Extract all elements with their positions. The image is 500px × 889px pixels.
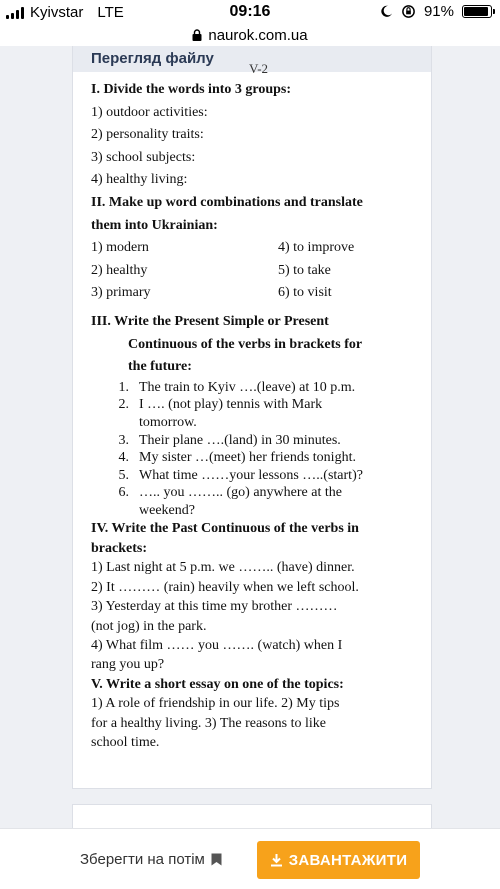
s1-item: 2) personality traits:	[91, 127, 204, 143]
section-5-title: V. Write a short essay on one of the topics:	[91, 676, 344, 692]
list-text: The train to Kyiv ….(leave) at 10 p.m.	[139, 379, 356, 395]
status-time: 09:16	[229, 3, 271, 20]
download-icon	[270, 853, 283, 867]
variant-label: V-2	[249, 61, 269, 76]
s4-line: rang you up?	[91, 657, 165, 673]
list-item	[91, 432, 431, 450]
list-text: I …. (not play) tennis with Mark tomorrow.	[139, 397, 323, 430]
s2-row	[91, 260, 431, 283]
download-label: ЗАВАНТАЖИТИ	[288, 851, 408, 869]
list-text: What time ……your lessons …..(start)?	[139, 467, 363, 483]
status-bar	[0, 0, 500, 24]
s4-line: 2) It ……… (rain) heavily when we left school.	[91, 579, 359, 595]
section-3-title: III. Write the Present Simple or Present	[91, 313, 329, 329]
s5-line: 1) A role of friendship in our life. 2) My tips	[91, 696, 340, 712]
carrier-name: Kyivstar	[30, 4, 84, 21]
section-3-title-cont: the future:	[128, 359, 192, 375]
bottom-action-bar	[0, 828, 500, 889]
s2-word: 3) primary	[91, 285, 151, 301]
s2-word: 5) to take	[278, 262, 331, 278]
s2-word: 6) to visit	[278, 285, 332, 301]
s2-row	[91, 282, 431, 305]
rotation-lock-icon	[401, 4, 416, 19]
list-number: 3.	[118, 432, 129, 448]
list-number: 5.	[118, 467, 129, 483]
list-item	[91, 467, 431, 485]
lock-icon	[192, 29, 202, 41]
section-2-title-cont: them into Ukrainian:	[91, 217, 218, 233]
list-item	[91, 379, 431, 397]
url-domain: naurok.com.ua	[208, 26, 308, 44]
document-preview-card	[72, 46, 432, 789]
save-for-later-button[interactable]	[80, 851, 222, 868]
document-body	[73, 61, 431, 752]
moon-icon	[380, 5, 393, 18]
s2-word: 1) modern	[91, 240, 149, 256]
s5-line: for a healthy living. 3) The reasons to like	[91, 715, 326, 731]
s1-item: 3) school subjects:	[91, 149, 196, 165]
download-button[interactable]	[257, 841, 420, 879]
section-4-title: IV. Write the Past Continuous of the verbs in	[91, 521, 359, 537]
section-1-title: I. Divide the words into 3 groups:	[91, 82, 292, 97]
s1-item: 4) healthy living:	[91, 172, 188, 188]
s4-line: 4) What film …… you ……. (watch) when I	[91, 637, 343, 653]
bookmark-icon	[211, 853, 222, 866]
list-item	[91, 484, 431, 519]
list-number: 4.	[118, 450, 129, 466]
list-item	[91, 449, 431, 467]
save-for-later-label: Зберегти на потім	[80, 851, 205, 868]
section-4-title-cont: brackets:	[91, 540, 147, 556]
s4-line: 3) Yesterday at this time my brother ………	[91, 599, 338, 615]
battery-icon	[462, 5, 492, 18]
section-2-title: II. Make up word combinations and translate	[91, 194, 363, 210]
card-title: Перегляд файлу	[73, 46, 431, 72]
list-number: 6.	[118, 485, 129, 501]
s2-row	[91, 237, 431, 260]
s5-line: school time.	[91, 734, 160, 750]
list-text: Their plane ….(land) in 30 minutes.	[139, 432, 341, 448]
status-right	[380, 3, 492, 20]
s2-word: 4) to improve	[278, 240, 355, 256]
s3-list	[91, 379, 431, 520]
s2-word: 2) healthy	[91, 262, 148, 278]
section-3-title-cont: Continuous of the verbs in brackets for	[128, 336, 363, 352]
list-item	[91, 396, 431, 431]
network-type: LTE	[97, 4, 124, 21]
battery-percent: 91%	[423, 3, 454, 20]
list-number: 2.	[118, 397, 129, 413]
s4-line: (not jog) in the park.	[91, 618, 207, 634]
list-number: 1.	[118, 379, 129, 395]
url-bar[interactable]	[0, 24, 500, 46]
list-text: ….. you …….. (go) anywhere at the weekend?	[139, 485, 342, 518]
list-text: My sister …(meet) her friends tonight.	[139, 450, 356, 466]
s1-item: 1) outdoor activities:	[91, 104, 208, 120]
s4-line: 1) Last night at 5 p.m. we …….. (have) dinner.	[91, 560, 355, 576]
